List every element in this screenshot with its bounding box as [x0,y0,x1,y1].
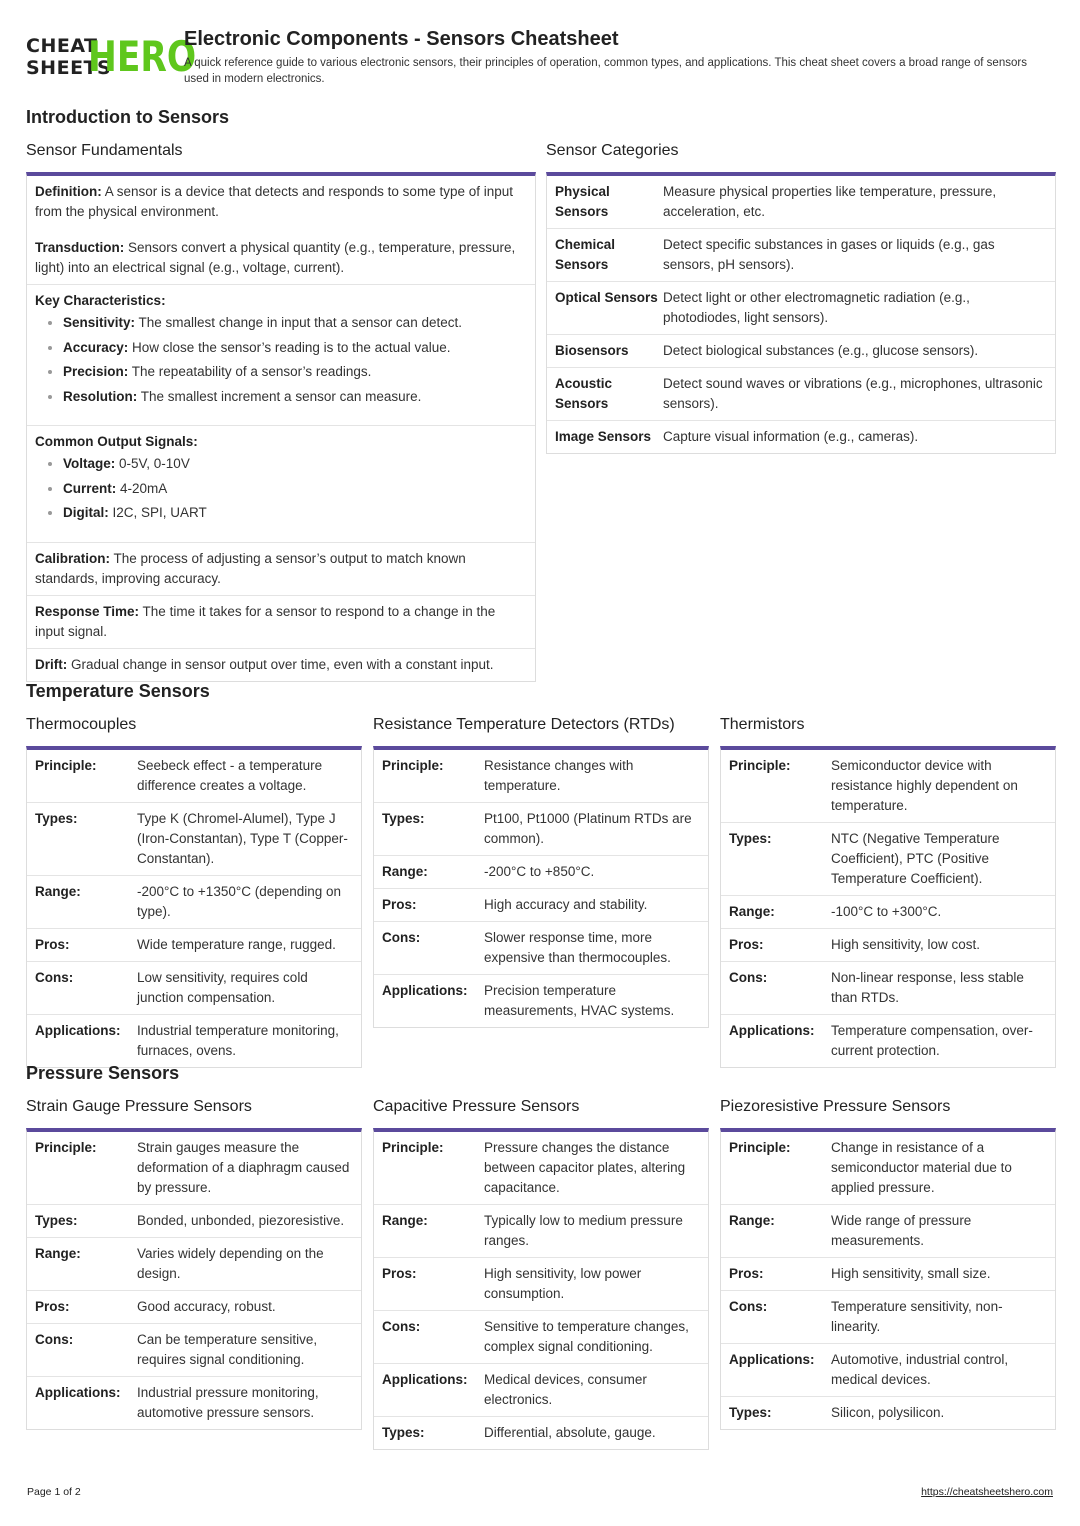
row-label: Types: [382,811,425,826]
row-label: Optical Sensors [555,290,658,305]
table-row [374,856,708,889]
list-item: • Sensitivity: The smallest change in input that a sensor can detect. [63,311,527,336]
response-time-row [27,596,535,649]
calibration-row [27,543,535,596]
table-row [374,750,708,803]
row-value: Differential, absolute, gauge. [484,1425,656,1440]
definition-row [27,176,535,222]
response-time-label: Response Time: [35,603,140,619]
card-capacitive [373,1128,709,1450]
table-row [27,876,361,929]
row-label: Range: [35,1246,81,1261]
card-thermocouples [26,746,362,1068]
row-label: Cons: [382,930,421,945]
row-value: Low sensitivity, requires cold junction compensation. [137,970,308,1005]
table-row [374,1364,708,1417]
table-row [374,803,708,856]
row-value: Type K (Chromel-Alumel), Type J (Iron-Constantan), Type T (Copper-Constantan). [137,811,348,866]
category-row [547,176,1055,229]
row-value: High sensitivity, low cost. [831,937,981,952]
card-title-strain-gauge: Strain Gauge Pressure Sensors [26,1098,252,1115]
row-label: Applications: [35,1385,121,1400]
card-title-rtds: Resistance Temperature Detectors (RTDs) [373,716,675,733]
row-value: High sensitivity, low power consumption. [484,1266,642,1301]
row-value: Detect specific substances in gases or liquids (e.g., gas sensors, pH sensors). [663,237,995,272]
row-label: Image Sensors [555,429,652,444]
page-number: Page 1 of 2 [27,1486,81,1498]
table-row [27,1324,361,1377]
row-label: Types: [35,811,78,826]
row-label: Chemical Sensors [555,237,616,272]
table-row [27,1377,361,1429]
card-title-thermistors: Thermistors [720,716,805,733]
transduction-row [27,222,535,285]
row-label: Principle: [729,1140,791,1155]
row-value: Precision temperature measurements, HVAC systems. [484,983,675,1018]
row-label: Pros: [729,1266,764,1281]
row-value: Detect biological substances (e.g., glucose sensors). [663,343,979,358]
category-row [547,368,1055,421]
row-label: Pros: [35,937,70,952]
footer-link[interactable]: https://cheatsheetshero.com [921,1486,1053,1498]
row-label: Principle: [35,758,97,773]
row-value: Industrial pressure monitoring, automotive pressure sensors. [137,1385,319,1420]
row-value: NTC (Negative Temperature Coefficient), PTC (Positive Temperature Coefficient). [831,831,1000,886]
transduction-text: Sensors convert a physical quantity (e.g., temperature, pressure, light) into an electrical signal (e.g., voltage, current). [35,240,516,275]
section-title-introduction: Introduction to Sensors [26,107,230,127]
output-signals-row [27,426,535,543]
section-title-pressure: Pressure Sensors [26,1063,180,1083]
row-value: Can be temperature sensitive, requires signal conditioning. [137,1332,318,1367]
list-item: • Voltage: 0-5V, 0-10V [63,452,527,477]
page-title: Electronic Components - Sensors Cheatsheet [184,28,619,50]
table-row [721,1205,1055,1258]
row-label: Principle: [729,758,791,773]
card-title-piezoresistive: Piezoresistive Pressure Sensors [720,1098,951,1115]
output-signals-list [35,452,527,526]
row-value: Wide range of pressure measurements. [831,1213,972,1248]
card-title-thermocouples: Thermocouples [26,716,137,733]
table-row [374,1311,708,1364]
page-subtitle: A quick reference guide to various electronic sensors, their principles of operation, common types, and applications. This cheat sheet covers a broad range of sensors used in modern electronics. [184,57,1027,85]
row-value: Semiconductor device with resistance highly dependent on temperature. [831,758,1018,813]
table-row [374,1417,708,1449]
definition-text: A sensor is a device that detects and responds to some type of input from the physical environment. [35,184,513,219]
table-row [721,929,1055,962]
key-characteristics-list [35,311,527,409]
row-value: Varies widely depending on the design. [137,1246,324,1281]
table-row [721,1132,1055,1205]
table-row [721,896,1055,929]
row-value: -200°C to +850°C. [484,864,595,879]
row-label: Pros: [35,1299,70,1314]
drift-text: Gradual change in sensor output over time, even with a constant input. [67,656,494,672]
definition-label: Definition: [35,184,102,199]
row-value: Industrial temperature monitoring, furnaces, ovens. [137,1023,339,1058]
row-label: Biosensors [555,343,629,358]
row-label: Applications: [729,1023,815,1038]
row-value: Typically low to medium pressure ranges. [484,1213,683,1248]
row-label: Range: [729,904,775,919]
list-item: • Accuracy: How close the sensor’s reading is to the actual value. [63,336,527,361]
table-row [374,975,708,1027]
transduction-label: Transduction: [35,240,125,255]
table-row [721,1344,1055,1397]
logo-text-sheets: SHEETS [26,57,112,79]
row-label: Applications: [382,983,468,998]
row-label: Range: [35,884,81,899]
logo-text-cheat: CHEAT [26,35,98,57]
row-value: Pressure changes the distance between capacitor plates, altering capacitance. [484,1140,686,1195]
row-value: Resistance changes with temperature. [484,758,634,793]
drift-label: Drift: [35,656,68,672]
card-title-capacitive: Capacitive Pressure Sensors [373,1098,580,1115]
table-row [27,803,361,876]
row-label: Pros: [382,897,417,912]
row-value: Change in resistance of a semiconductor material due to applied pressure. [831,1140,1012,1195]
table-row [721,750,1055,823]
table-row [721,962,1055,1015]
row-label: Cons: [35,970,74,985]
row-value: -200°C to +1350°C (depending on type). [137,884,342,919]
list-item: • Digital: I2C, SPI, UART [63,501,527,526]
row-label: Cons: [729,970,768,985]
row-label: Pros: [729,937,764,952]
table-row [721,823,1055,896]
logo-text-hero: HERO [88,32,197,81]
row-value: Silicon, polysilicon. [831,1405,945,1420]
row-label: Cons: [35,1332,74,1347]
category-row [547,335,1055,368]
table-row [27,1205,361,1238]
row-label: Principle: [35,1140,97,1155]
table-row [721,1397,1055,1429]
row-label: Pros: [382,1266,417,1281]
row-value: Sensitive to temperature changes, complex signal conditioning. [484,1319,689,1354]
category-row [547,229,1055,282]
card-title-sensor-categories: Sensor Categories [546,142,679,159]
row-label: Principle: [382,1140,444,1155]
row-value: Detect sound waves or vibrations (e.g., microphones, ultrasonic sensors). [663,376,1043,411]
row-value: Temperature compensation, over-current protection. [831,1023,1033,1058]
table-row [27,1238,361,1291]
table-row [374,889,708,922]
table-row [27,1291,361,1324]
row-value: -100°C to +300°C. [831,904,942,919]
row-label: Applications: [729,1352,815,1367]
row-label: Cons: [729,1299,768,1314]
row-label: Cons: [382,1319,421,1334]
row-value: Detect light or other electromagnetic radiation (e.g., photodiodes, light sensors). [663,290,970,325]
calibration-label: Calibration: [35,550,111,566]
row-label: Range: [729,1213,775,1228]
table-row [721,1291,1055,1344]
table-row [721,1258,1055,1291]
category-row [547,282,1055,335]
card-strain-gauge [26,1128,362,1430]
row-label: Range: [382,1213,428,1228]
row-label: Types: [729,831,772,846]
calibration-text: The process of adjusting a sensor’s output to match known standards, improving accuracy. [35,550,466,586]
card-thermistors [720,746,1056,1068]
row-value: Strain gauges measure the deformation of a diaphragm caused by pressure. [137,1140,350,1195]
list-item: • Current: 4-20mA [63,477,527,502]
list-item: • Precision: The repeatability of a sensor’s readings. [63,360,527,385]
row-label: Types: [729,1405,772,1420]
row-value: Automotive, industrial control, medical devices. [831,1352,1009,1387]
row-value: Wide temperature range, rugged. [137,937,336,952]
row-value: Slower response time, more expensive than thermocouples. [484,930,671,965]
output-signals-title: Common Output Signals: [35,434,198,449]
row-label: Applications: [382,1372,468,1387]
row-value: Bonded, unbonded, piezoresistive. [137,1213,345,1228]
table-row [27,1132,361,1205]
row-value: Seebeck effect - a temperature difference creates a voltage. [137,758,323,793]
row-value: Good accuracy, robust. [137,1299,276,1314]
row-label: Acoustic Sensors [555,376,613,411]
drift-row [27,649,535,681]
card-piezoresistive [720,1128,1056,1430]
card-sensor-fundamentals [26,172,536,682]
row-value: Temperature sensitivity, non-linearity. [831,1299,1003,1334]
row-label: Physical Sensors [555,184,610,219]
card-sensor-categories [546,172,1056,454]
row-value: High accuracy and stability. [484,897,648,912]
row-label: Range: [382,864,428,879]
table-row [374,1205,708,1258]
row-value: Pt100, Pt1000 (Platinum RTDs are common). [484,811,692,846]
row-value: Measure physical properties like temperature, pressure, acceleration, etc. [663,184,997,219]
row-value: High sensitivity, small size. [831,1266,991,1281]
table-row [27,962,361,1015]
table-row [27,929,361,962]
row-label: Principle: [382,758,444,773]
table-row [374,922,708,975]
key-characteristics-row [27,285,535,426]
category-row [547,421,1055,453]
table-row [27,1015,361,1067]
row-label: Types: [382,1425,425,1440]
key-characteristics-title: Key Characteristics: [35,293,166,308]
row-label: Types: [35,1213,78,1228]
categories-rows [547,176,1055,453]
list-item: • Resolution: The smallest increment a sensor can measure. [63,385,527,410]
header [26,28,1056,88]
table-row [27,750,361,803]
cheatsheetshero-logo[interactable] [26,32,197,81]
table-row [721,1015,1055,1067]
card-title-sensor-fundamentals: Sensor Fundamentals [26,142,183,159]
row-value: Non-linear response, less stable than RTDs. [831,970,1024,1005]
row-value: Medical devices, consumer electronics. [484,1372,647,1407]
table-row [374,1132,708,1205]
row-label: Applications: [35,1023,121,1038]
section-title-temperature: Temperature Sensors [26,681,210,701]
table-row [374,1258,708,1311]
row-value: Capture visual information (e.g., cameras). [663,429,919,444]
response-time-text: The time it takes for a sensor to respond to a change in the input signal. [35,603,496,639]
card-rtds [373,746,709,1028]
